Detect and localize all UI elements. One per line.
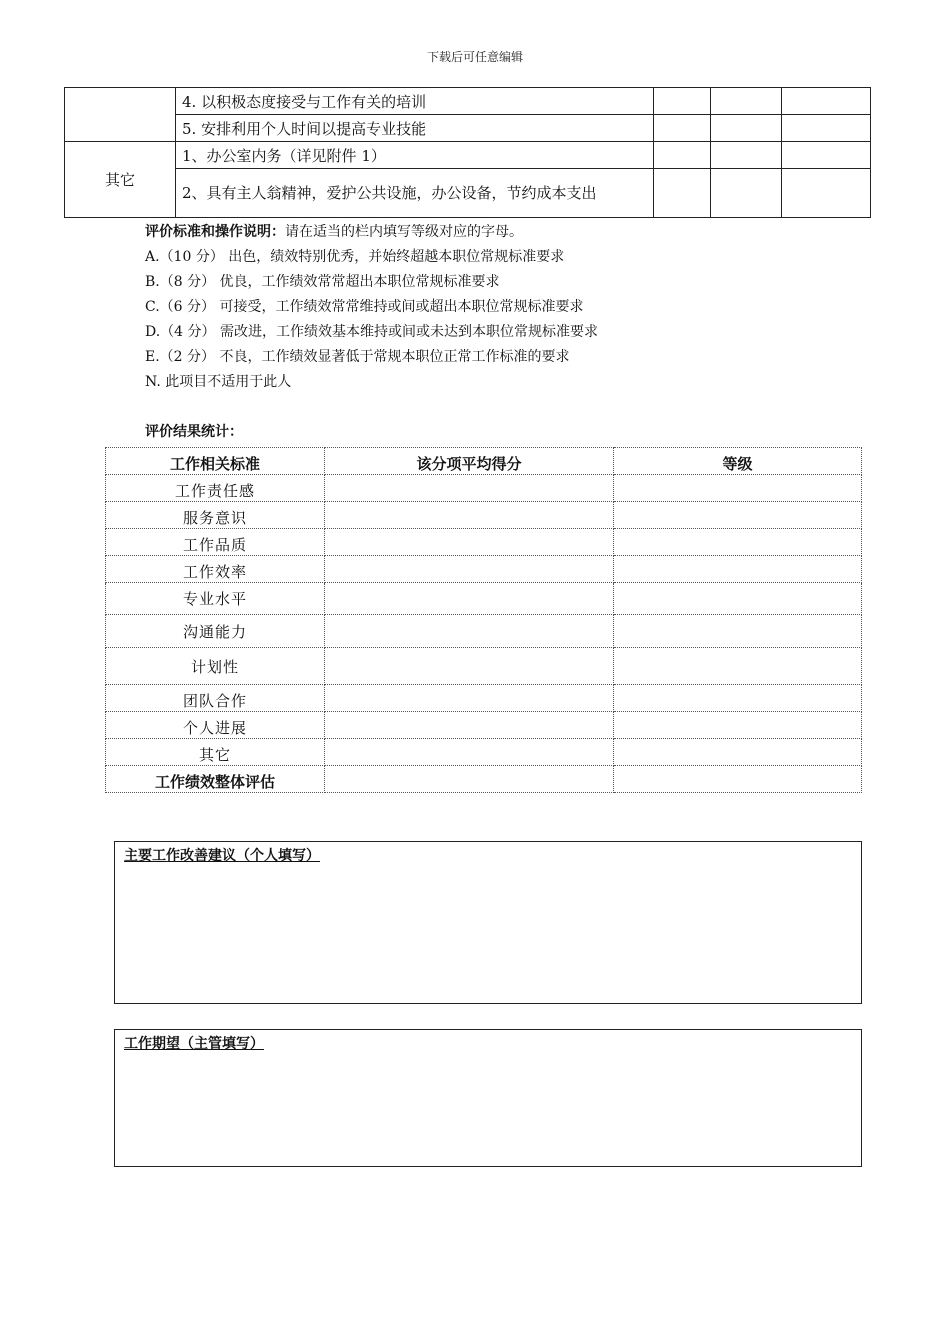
grade-cell[interactable] xyxy=(711,115,782,142)
table-row xyxy=(65,115,871,142)
column-header: 工作相关标准 xyxy=(106,448,325,475)
stats-title: 评价结果统计： xyxy=(145,424,243,440)
category-cell xyxy=(65,88,176,142)
score-cell[interactable] xyxy=(325,556,614,583)
improvement-suggestions-box[interactable] xyxy=(114,841,862,1004)
notes-title-rest: 请在适当的栏内填写等级对应的字母。 xyxy=(285,224,523,240)
table-row xyxy=(65,142,871,169)
table-row xyxy=(106,502,862,529)
evaluation-notes xyxy=(145,220,598,395)
category-cell: 其它 xyxy=(65,142,176,218)
criterion-cell: 沟通能力 xyxy=(106,615,325,648)
score-cell[interactable] xyxy=(325,583,614,615)
table-row xyxy=(106,475,862,502)
column-header: 该分项平均得分 xyxy=(325,448,614,475)
criterion-cell: 服务意识 xyxy=(106,502,325,529)
notes-title: 评价标准和操作说明： xyxy=(145,224,285,240)
grade-cell[interactable] xyxy=(614,712,862,739)
criterion-cell: 专业水平 xyxy=(106,583,325,615)
item-cell: 5. 安排利用个人时间以提高专业技能 xyxy=(176,115,654,142)
grade-cell[interactable] xyxy=(614,475,862,502)
notes-title-line xyxy=(145,220,598,245)
grade-cell[interactable] xyxy=(614,648,862,685)
page-header: 下载后可任意编辑 xyxy=(426,50,523,64)
item-cell: 2、具有主人翁精神，爱护公共设施，办公设备，节约成本支出 xyxy=(176,169,654,218)
grade-definition: N. 此项目不适用于此人 xyxy=(145,374,292,390)
table-row xyxy=(106,615,862,648)
table-row xyxy=(106,712,862,739)
grade-definition: B.（8 分） 优良，工作绩效常常超出本职位常规标准要求 xyxy=(145,274,500,290)
table-row xyxy=(106,529,862,556)
table-header-row xyxy=(106,448,862,475)
score-cell[interactable] xyxy=(325,475,614,502)
grade-cell[interactable] xyxy=(614,529,862,556)
grade-cell[interactable] xyxy=(782,115,871,142)
grade-definition: C.（6 分） 可接受，工作绩效常常维持或间或超出本职位常规标准要求 xyxy=(145,299,584,315)
score-cell[interactable] xyxy=(325,502,614,529)
criterion-cell: 工作效率 xyxy=(106,556,325,583)
grade-cell[interactable] xyxy=(614,685,862,712)
table-row xyxy=(65,88,871,115)
item-cell: 4. 以积极态度接受与工作有关的培训 xyxy=(176,88,654,115)
grade-cell[interactable] xyxy=(654,88,711,115)
grade-cell[interactable] xyxy=(614,556,862,583)
table-row xyxy=(106,556,862,583)
grade-cell[interactable] xyxy=(711,142,782,169)
work-expectations-label: 工作期望（主管填写） xyxy=(124,1036,264,1052)
score-cell[interactable] xyxy=(325,529,614,556)
grade-cell[interactable] xyxy=(654,142,711,169)
table-row xyxy=(106,648,862,685)
item-cell: 1、办公室内务（详见附件 1） xyxy=(176,142,654,169)
work-expectations-box[interactable] xyxy=(114,1029,862,1167)
table-row xyxy=(106,583,862,615)
grade-definition: A.（10 分） 出色，绩效特别优秀，并始终超越本职位常规标准要求 xyxy=(145,249,565,265)
grade-cell[interactable] xyxy=(782,88,871,115)
grade-cell[interactable] xyxy=(654,169,711,218)
score-cell[interactable] xyxy=(325,766,614,793)
score-cell[interactable] xyxy=(325,615,614,648)
score-cell[interactable] xyxy=(325,685,614,712)
column-header: 等级 xyxy=(614,448,862,475)
grade-cell[interactable] xyxy=(614,502,862,529)
grade-cell[interactable] xyxy=(614,739,862,766)
grade-cell[interactable] xyxy=(614,583,862,615)
score-cell[interactable] xyxy=(325,648,614,685)
table-row xyxy=(106,685,862,712)
criterion-cell: 工作责任感 xyxy=(106,475,325,502)
grade-cell[interactable] xyxy=(782,169,871,218)
table-row xyxy=(106,766,862,793)
criterion-cell: 计划性 xyxy=(106,648,325,685)
score-cell[interactable] xyxy=(325,712,614,739)
grade-definition: D.（4 分） 需改进，工作绩效基本维持或间或未达到本职位常规标准要求 xyxy=(145,324,598,340)
evaluation-items-table xyxy=(64,87,871,218)
criterion-cell: 团队合作 xyxy=(106,685,325,712)
table-row xyxy=(106,739,862,766)
table-row xyxy=(65,169,871,218)
grade-cell[interactable] xyxy=(711,169,782,218)
overall-criterion-cell: 工作绩效整体评估 xyxy=(106,766,325,793)
grade-cell[interactable] xyxy=(782,142,871,169)
criterion-cell: 个人进展 xyxy=(106,712,325,739)
criterion-cell: 其它 xyxy=(106,739,325,766)
score-cell[interactable] xyxy=(325,739,614,766)
grade-definition: E.（2 分） 不良，工作绩效显著低于常规本职位正常工作标准的要求 xyxy=(145,349,570,365)
results-table xyxy=(105,447,862,793)
grade-cell[interactable] xyxy=(654,115,711,142)
grade-cell[interactable] xyxy=(614,766,862,793)
grade-cell[interactable] xyxy=(614,615,862,648)
criterion-cell: 工作品质 xyxy=(106,529,325,556)
grade-cell[interactable] xyxy=(711,88,782,115)
improvement-suggestions-label: 主要工作改善建议（个人填写） xyxy=(124,848,320,864)
